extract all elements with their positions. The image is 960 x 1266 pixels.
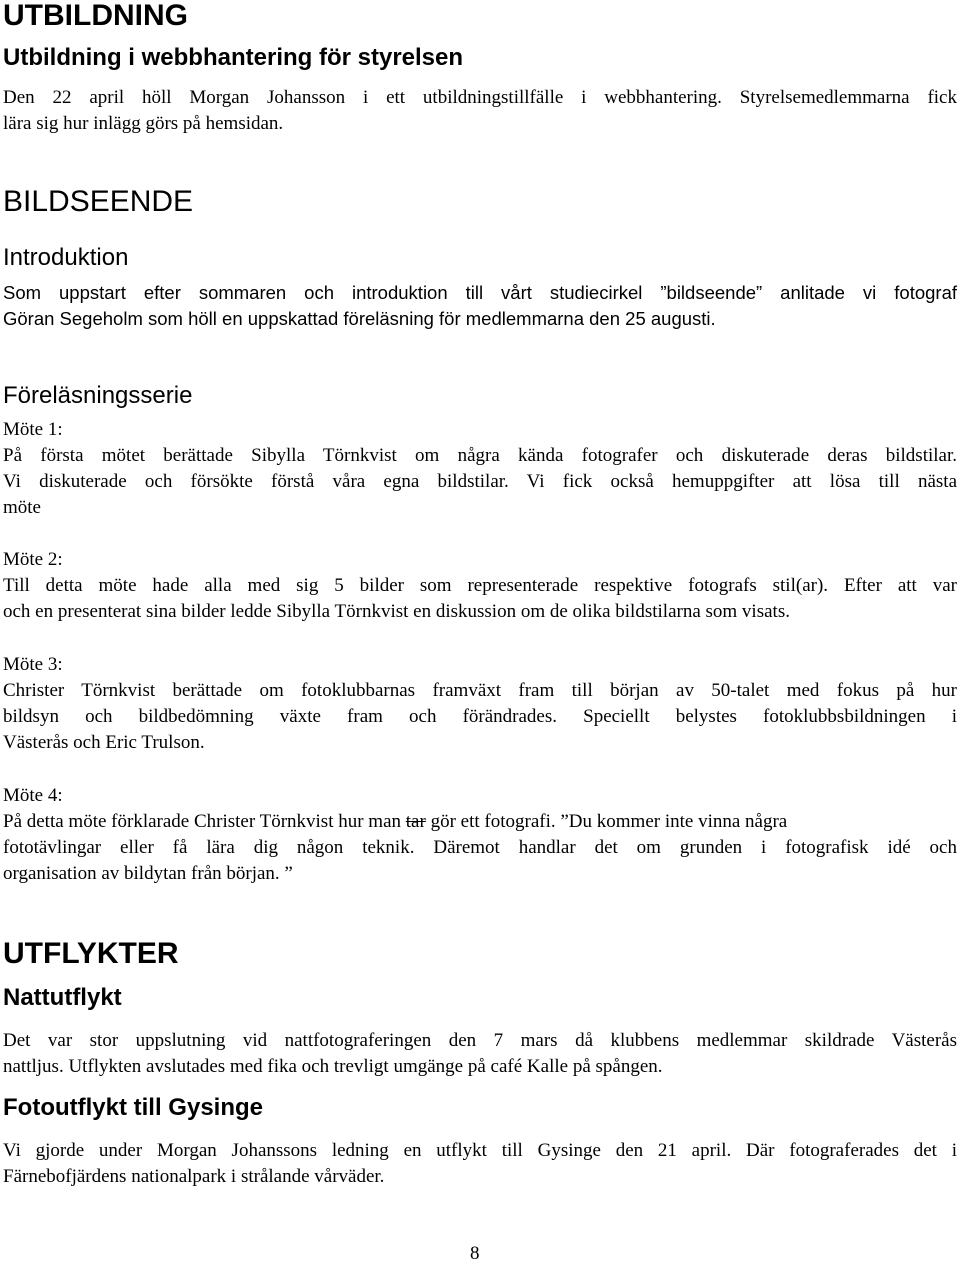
paragraph-line: Vi diskuterade och försökte förstå våra egna bildstilar. Vi fick också hemuppgifter att lösa till nästa (3, 471, 957, 492)
paragraph-nattutflykt (3, 1028, 957, 1080)
paragraph-line: Den 22 april höll Morgan Johansson i ett utbildningstillfälle i webbhantering. Styrelsemedlemmarna fick (3, 87, 957, 108)
section-heading-bildseende: BILDSEENDE (3, 185, 194, 218)
paragraph-gysinge (3, 1138, 957, 1190)
paragraph-line: och en presenterat sina bilder ledde Sibylla Törnkvist en diskussion om de olika bildstilarna som visats. (3, 601, 790, 622)
paragraph-mote-4 (3, 809, 957, 887)
subheading-gysinge: Fotoutflykt till Gysinge (3, 1094, 264, 1121)
paragraph-line: Vi gjorde under Morgan Johanssons ledning en utflykt till Gysinge den 21 april. Där fotograferades det i (3, 1140, 957, 1161)
paragraph-introduktion (3, 280, 957, 332)
page-number: 8 (470, 1243, 480, 1264)
text-run: På detta möte förklarade Christer Törnkvist hur man (3, 811, 406, 832)
paragraph-line: Göran Segeholm som höll en uppskattad föreläsning för medlemmarna den 25 augusti. (3, 308, 716, 329)
paragraph-line: Christer Törnkvist berättade om fotoklubbarnas framväxt fram till början av 50-talet med fokus på hur (3, 680, 957, 701)
subheading-webbhantering: Utbildning i webbhantering för styrelsen (3, 44, 464, 71)
paragraph-line: Det var stor uppslutning vid nattfotograferingen den 7 mars då klubbens medlemmar skildrade Västerås (3, 1030, 957, 1051)
paragraph-line (3, 809, 957, 835)
paragraph-line: På första mötet berättade Sibylla Törnkvist om några kända fotografer och diskuterade deras bildstilar. (3, 445, 957, 466)
paragraph-line: Till detta möte hade alla med sig 5 bilder som representerade respektive fotografs stil(ar). Efter att var (3, 575, 957, 596)
paragraph-line: Som uppstart efter sommaren och introduktion till vårt studiecirkel ”bildseende” anlitade vi fotograf (3, 282, 957, 303)
paragraph-line: organisation av bildytan från början. ” (3, 863, 293, 884)
struck-word: tar (405, 811, 426, 832)
meeting-label-1: Möte 1: (3, 419, 63, 440)
paragraph-mote-2 (3, 573, 957, 625)
meeting-label-2: Möte 2: (3, 549, 63, 570)
paragraph-mote-1 (3, 443, 957, 521)
paragraph-line: fototävlingar eller få lära dig någon teknik. Däremot handlar det om grunden i fotografisk idé och (3, 837, 957, 858)
section-heading-utflykter: UTFLYKTER (3, 937, 179, 970)
section-heading-utbildning: UTBILDNING (3, 0, 188, 32)
paragraph-line: nattljus. Utflykten avslutades med fika och trevligt umgänge på café Kalle på spången. (3, 1056, 663, 1077)
subheading-introduktion: Introduktion (3, 244, 129, 271)
paragraph-utbildning (3, 85, 957, 137)
meeting-label-4: Möte 4: (3, 785, 63, 806)
paragraph-line: lära sig hur inlägg görs på hemsidan. (3, 113, 284, 134)
text-run: gör ett fotografi. ”Du kommer inte vinna några (425, 811, 788, 832)
subheading-nattutflykt: Nattutflykt (3, 984, 122, 1011)
paragraph-line: Västerås och Eric Trulson. (3, 732, 205, 753)
paragraph-mote-3 (3, 678, 957, 756)
paragraph-line: möte (3, 497, 41, 518)
meeting-label-3: Möte 3: (3, 654, 63, 675)
paragraph-line: bildsyn och bildbedömning växte fram och förändrades. Speciellt belystes fotoklubbsbildningen i (3, 706, 957, 727)
subheading-forelasningsserie: Föreläsningsserie (3, 382, 193, 409)
paragraph-line: Färnebofjärdens nationalpark i strålande vårväder. (3, 1166, 385, 1187)
